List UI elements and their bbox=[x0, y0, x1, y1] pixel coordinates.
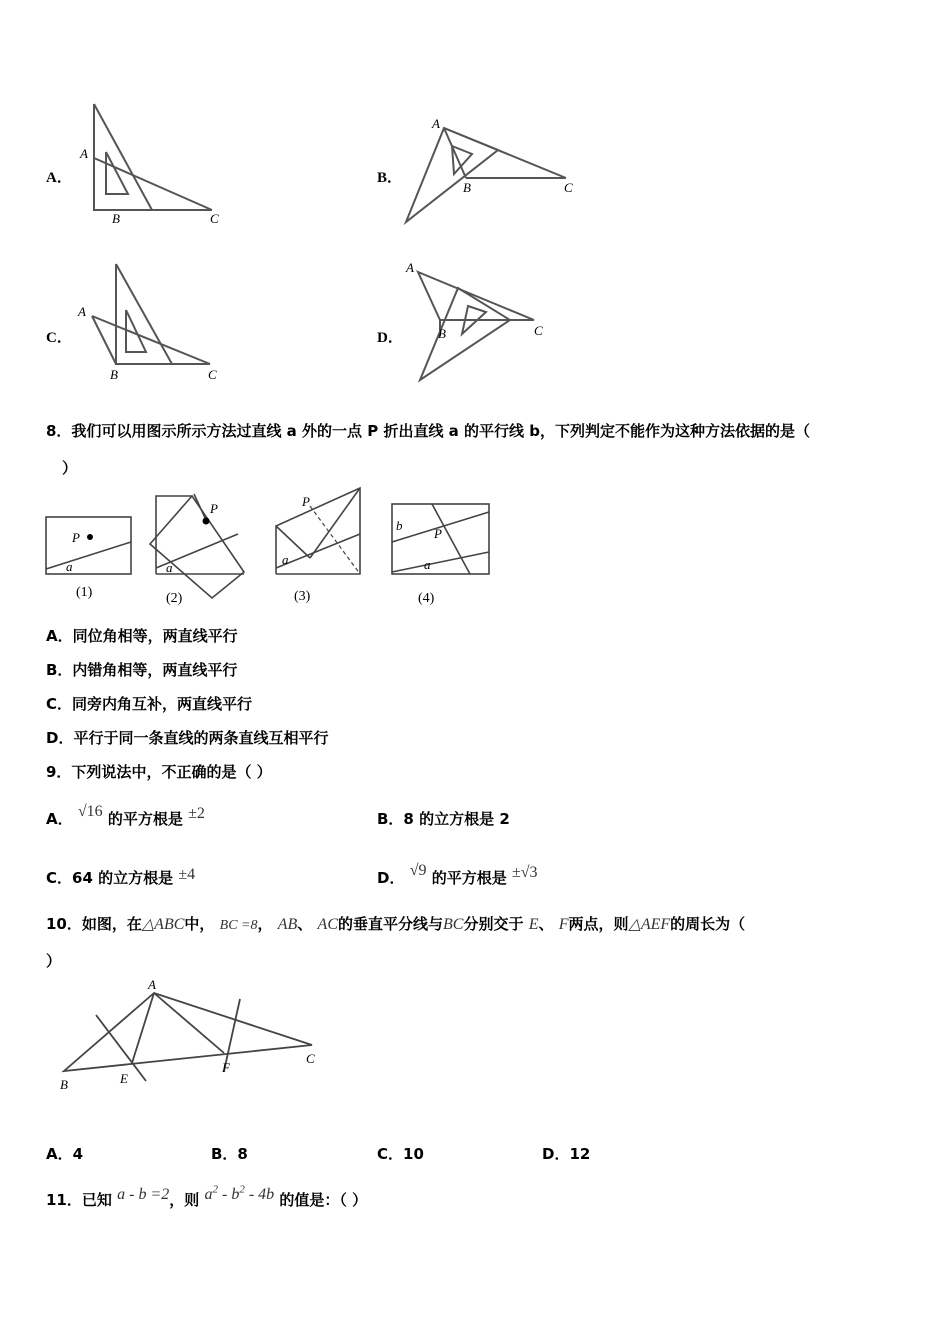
q9-option-b: B．8 的立方根是 2 bbox=[377, 810, 510, 828]
q7a-point-c: C bbox=[210, 211, 219, 226]
q10-triangle-aef: △AEF bbox=[628, 916, 671, 933]
q8-figure-3 bbox=[276, 488, 360, 604]
q7-figure-c bbox=[72, 258, 232, 388]
q7c-point-a: A bbox=[78, 304, 86, 319]
q10-stem-part: 10．如图，在 bbox=[46, 915, 142, 933]
q10-bc: BC bbox=[443, 916, 464, 933]
q9c-label: C．64 的立方根是 bbox=[46, 869, 174, 887]
q7-figure-d bbox=[400, 258, 570, 388]
q10-point-b: B bbox=[60, 1077, 68, 1092]
q8-caption-2: (2) bbox=[166, 591, 183, 606]
q8-caption-3: (3) bbox=[294, 589, 311, 604]
q9-stem: 9．下列说法中，不正确的是（ ） bbox=[46, 763, 272, 781]
q8-fig4-line-b: b bbox=[396, 518, 403, 533]
q10-stem-part: 中， bbox=[184, 915, 215, 933]
q10-point-a: A bbox=[148, 977, 156, 992]
q7b-point-c: C bbox=[564, 180, 573, 195]
q11-expression bbox=[204, 1183, 275, 1203]
q8-option-b: B．内错角相等，两直线平行 bbox=[46, 661, 238, 679]
q8-caption-1: (1) bbox=[76, 585, 93, 600]
q7b-point-b: B bbox=[463, 180, 471, 195]
q11-expr-mid: - b bbox=[217, 1186, 240, 1203]
q9d-radical: √9 bbox=[409, 862, 427, 879]
q10-stem-part: 的周长为（ bbox=[670, 915, 746, 933]
q8-fig4-point-p: P bbox=[434, 526, 442, 541]
q10-option-c: C．10 bbox=[377, 1145, 424, 1163]
q9-option-a bbox=[46, 803, 205, 829]
q7-figure-b bbox=[400, 112, 590, 232]
q10-ab: AB bbox=[277, 916, 298, 933]
q7-figure-a bbox=[72, 98, 232, 228]
q7-option-a-label: A． bbox=[46, 170, 72, 186]
q9-option-c bbox=[46, 867, 195, 888]
q7b-point-a: A bbox=[432, 116, 440, 131]
q10-triangle-abc: △ABC bbox=[141, 916, 185, 933]
q9d-mid: 的平方根是 bbox=[431, 869, 507, 887]
q8-figures bbox=[40, 484, 510, 609]
q9-option-d bbox=[377, 862, 538, 888]
q7c-point-b: B bbox=[110, 367, 118, 382]
q10-bc-value: BC =8 bbox=[219, 918, 258, 933]
q11-expr-a: a bbox=[204, 1186, 213, 1203]
q11-stem-part: 11．已知 bbox=[46, 1191, 112, 1209]
q8-option-d: D．平行于同一条直线的两条直线互相平行 bbox=[46, 729, 329, 747]
q7a-point-a: A bbox=[80, 146, 88, 161]
q7c-point-c: C bbox=[208, 367, 217, 382]
q8-fig1-point-p: P bbox=[72, 530, 80, 545]
q8-fig3-point-p: P bbox=[302, 494, 310, 509]
q11-condition: a - b =2 bbox=[117, 1186, 170, 1203]
q8-stem-end: ） bbox=[62, 459, 78, 477]
q10-stem-part: 分别交于 bbox=[463, 915, 524, 933]
q7a-point-b: B bbox=[112, 211, 120, 226]
q11-stem-part: ，则 bbox=[169, 1191, 200, 1209]
q8-figure-1 bbox=[46, 517, 131, 600]
q11-stem bbox=[46, 1183, 368, 1210]
q8-fig4-line-a: a bbox=[424, 557, 431, 572]
q10-stem-part: 两点，则 bbox=[568, 915, 629, 933]
q8-fig1-line-a: a bbox=[66, 559, 73, 574]
q7-option-d-label: D． bbox=[377, 330, 403, 346]
q8-fig2-point-p: P bbox=[210, 501, 218, 516]
q8-stem: 8．我们可以用图示所示方法过直线 a 外的一点 P 折出直线 a 的平行线 b，下列判定不能作为这种方法依据的是（ bbox=[46, 422, 810, 440]
q8-option-c: C．同旁内角互补，两直线平行 bbox=[46, 695, 253, 713]
q9a-label: A． bbox=[46, 810, 73, 828]
q10-point-f: F bbox=[222, 1060, 230, 1075]
q11-expr-a-exp: 2 bbox=[212, 1183, 218, 1196]
q9a-radical: √16 bbox=[77, 803, 103, 820]
q9d-label: D． bbox=[377, 869, 405, 887]
q10-e: E bbox=[528, 916, 539, 933]
q10-point-c: C bbox=[306, 1051, 315, 1066]
q8-caption-4: (4) bbox=[418, 591, 435, 606]
q7-option-c-label: C． bbox=[46, 330, 72, 346]
q10-stem-part: 、 bbox=[297, 915, 313, 933]
q8-figure-2 bbox=[150, 494, 244, 606]
q9a-mid: 的平方根是 bbox=[107, 810, 183, 828]
q10-ac: AC bbox=[317, 916, 338, 933]
q7-option-b-label: B． bbox=[377, 170, 403, 186]
q10-stem-part: 、 bbox=[538, 915, 554, 933]
q8-fig3-line-a: a bbox=[282, 552, 289, 567]
q10-stem-part: ， bbox=[257, 915, 273, 933]
q7d-point-c: C bbox=[534, 323, 543, 338]
q7d-point-b: B bbox=[438, 326, 446, 341]
q8-figure-4 bbox=[392, 504, 489, 606]
q11-expr-b-exp: 2 bbox=[239, 1183, 245, 1196]
q8-option-a: A．同位角相等，两直线平行 bbox=[46, 627, 238, 645]
q7d-point-a: A bbox=[406, 260, 414, 275]
q9c-value: ±4 bbox=[178, 866, 196, 883]
q10-stem-part: 的垂直平分线与 bbox=[338, 915, 444, 933]
q9d-value: ±√3 bbox=[511, 864, 538, 881]
q10-stem-end: ） bbox=[46, 952, 62, 970]
q10-figure bbox=[50, 975, 340, 1100]
q10-option-d: D．12 bbox=[542, 1145, 591, 1163]
q10-f: F bbox=[558, 916, 569, 933]
q10-point-e: E bbox=[120, 1071, 128, 1086]
q8-fig2-line-a: a bbox=[166, 560, 173, 575]
q11-expr-end: - 4b bbox=[244, 1186, 275, 1203]
q10-option-a: A．4 bbox=[46, 1145, 84, 1163]
q10-option-b: B．8 bbox=[211, 1145, 248, 1163]
q11-stem-part: 的值是：（ ） bbox=[279, 1191, 368, 1209]
q9a-value: ±2 bbox=[188, 805, 205, 822]
q10-stem bbox=[46, 913, 745, 934]
